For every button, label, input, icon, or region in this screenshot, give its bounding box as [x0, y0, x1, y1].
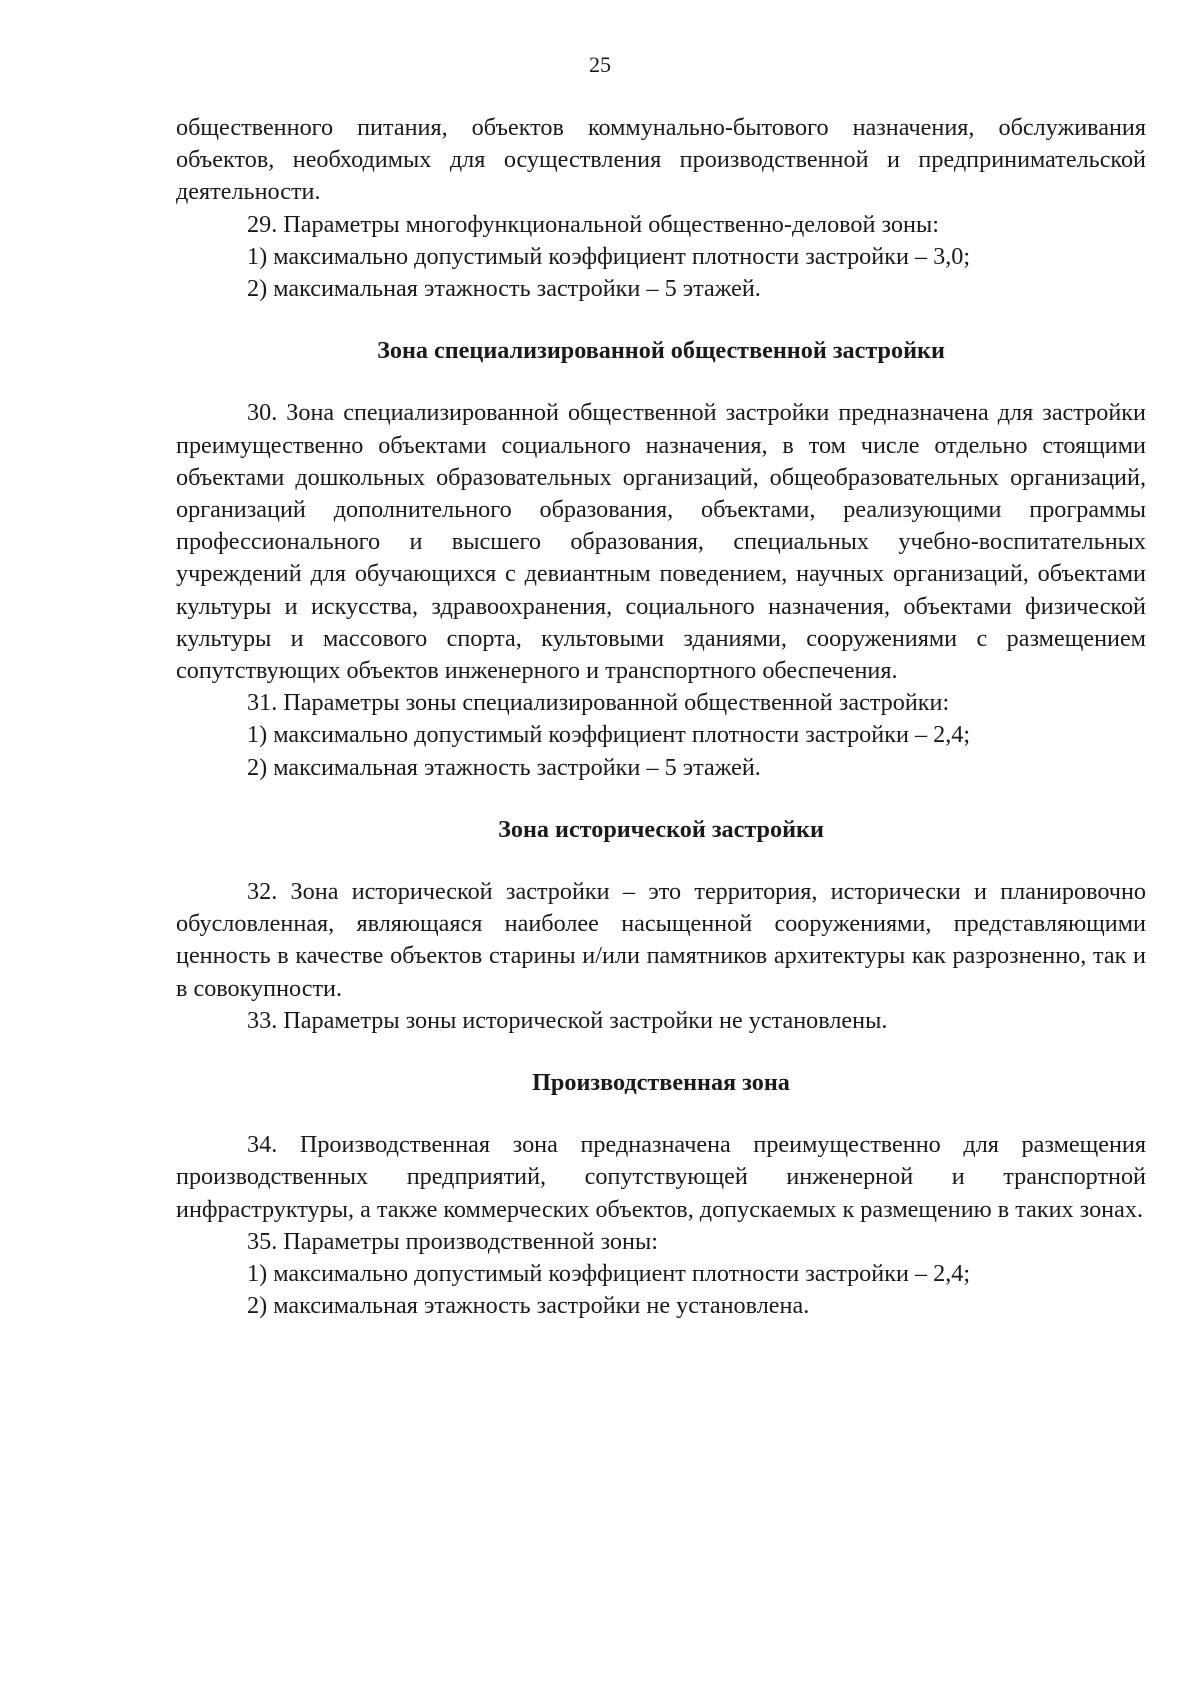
section-heading-historic: Зона исторической застройки	[498, 815, 824, 843]
section-heading-industrial: Производственная зона	[532, 1069, 790, 1097]
paragraph-31-item-2: 2) максимальная этажность застройки – 5 этажей.	[247, 753, 761, 781]
paragraph-35: 35. Параметры производственной зоны:	[247, 1227, 658, 1255]
section-heading-specialized: Зона специализированной общественной застройки	[377, 337, 945, 365]
paragraph-33: 33. Параметры зоны исторической застройки не установлены.	[247, 1006, 888, 1034]
paragraph-30: 30. Зона специализированной общественной застройки предназначена для застройки преимущественно объектами социального назначения, в том числе отдельно стоящими объектами дошкольных образовательных организаций, общеобразовательных организаций, организаций дополнительного образования, объектами, реализующими программы профессионального и высшего образования, специальных учебно-воспитательных учреждений для обучающихся с девиантным поведением, научных организаций, объектами культуры и искусства, здравоохранения, социального назначения, объектами физической культуры и массового спорта, культовыми зданиями, сооружениями с размещением сопутствующих объектов инженерного и транспортного обеспечения.	[176, 399, 1146, 685]
paragraph-continuation: общественного питания, объектов коммунально-бытового назначения, обслуживания объектов, необходимых для осуществления производственной и предпринимательской деятельности.	[176, 114, 1146, 206]
document-body	[176, 112, 1146, 1323]
paragraph-31: 31. Параметры зоны специализированной общественной застройки:	[247, 689, 950, 717]
paragraph-35-item-2: 2) максимальная этажность застройки не установлена.	[247, 1292, 810, 1320]
paragraph-29: 29. Параметры многофункциональной общественно-деловой зоны:	[247, 210, 939, 238]
paragraph-29-item-1: 1) максимально допустимый коэффициент плотности застройки – 3,0;	[247, 242, 971, 270]
page-number: 25	[589, 52, 611, 77]
paragraph-34: 34. Производственная зона предназначена преимущественно для размещения производственных предприятий, сопутствующей инженерной и транспортной инфраструктуры, а также коммерческих объектов, допускаемых к размещению в таких зонах.	[176, 1131, 1146, 1223]
paragraph-29-item-2: 2) максимальная этажность застройки – 5 этажей.	[247, 275, 761, 303]
paragraph-32: 32. Зона исторической застройки – это территория, исторически и планировочно обусловленная, являющаяся наиболее насыщенной сооружениями, представляющими ценность в качестве объектов старины и/или памятников архитектуры как разрозненно, так и в совокупности.	[176, 878, 1146, 1002]
paragraph-35-item-1: 1) максимально допустимый коэффициент плотности застройки – 2,4;	[247, 1260, 971, 1288]
paragraph-31-item-1: 1) максимально допустимый коэффициент плотности застройки – 2,4;	[247, 721, 971, 749]
